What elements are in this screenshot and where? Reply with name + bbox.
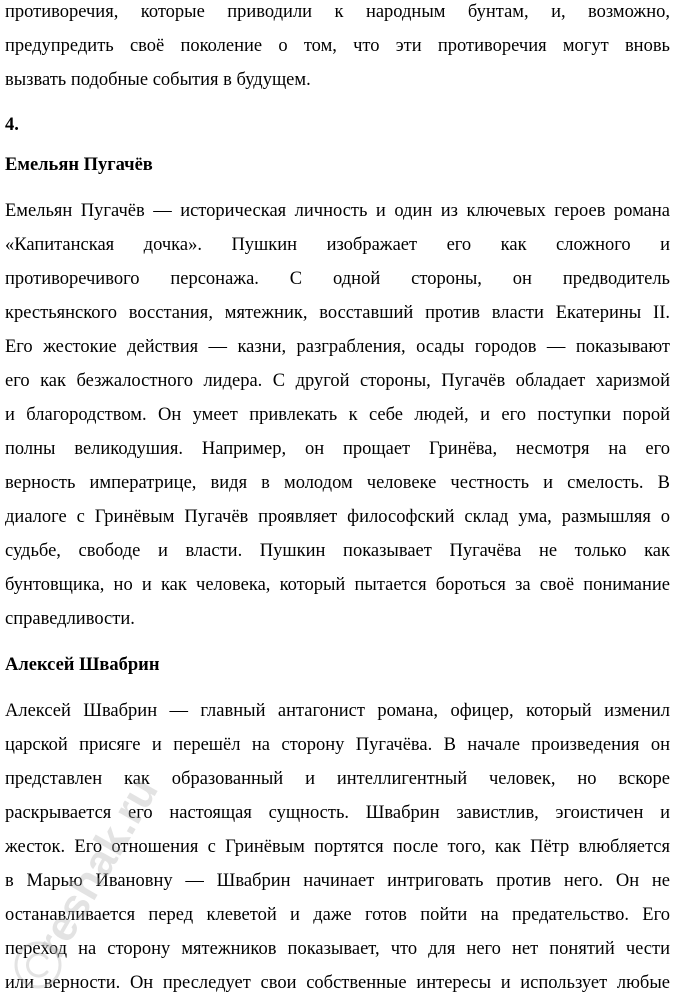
paragraph-line: верность императрице, видя в молодом человеке честность и смелость. В <box>5 473 670 493</box>
paragraph-line: Алексей Швабрин — главный антагонист романа, офицер, который изменил <box>5 701 670 721</box>
paragraph-line: раскрывается его настоящая сущность. Швабрин завистлив, эгоистичен и <box>5 803 670 823</box>
paragraph-line: представлен как образованный и интеллигентный человек, но вскоре <box>5 769 670 789</box>
intro-line: предупредить своё поколение о том, что эти противоречия могут вновь <box>5 36 670 56</box>
paragraph-line: или верности. Он преследует свои собственные интересы и использует любые <box>5 973 670 993</box>
paragraph-line: «Капитанская дочка». Пушкин изображает его как сложного и <box>5 235 670 255</box>
watermark-text: reshak.ru <box>26 768 168 965</box>
paragraph-line: его как безжалостного лидера. С другой стороны, Пугачёв обладает харизмой <box>5 371 670 391</box>
section-heading-shvabrin: Алексей Швабрин <box>5 655 160 675</box>
paragraph-line: и благородством. Он умеет привлекать к себе людей, и его поступки порой <box>5 405 670 425</box>
paragraph-line: крестьянского восстания, мятежник, восставший против власти Екатерины II. <box>5 303 670 323</box>
paragraph-line: царской присяге и перешёл на сторону Пугачёва. В начале произведения он <box>5 735 670 755</box>
paragraph-line: бунтовщика, но и как человека, который пытается бороться за своё понимание <box>5 575 670 595</box>
paragraph-line: Его жестокие действия — казни, разграбления, осады городов — показывают <box>5 337 670 357</box>
section-number: 4. <box>5 115 19 135</box>
paragraph-line: диалоге с Гринёвым Пугачёв проявляет философский склад ума, размышляя о <box>5 507 670 527</box>
paragraph-line: жесток. Его отношения с Гринёвым портятся после того, как Пётр влюбляется <box>5 837 670 857</box>
paragraph-line: справедливости. <box>5 609 135 629</box>
paragraph-line: полны великодушия. Например, он прощает Гринёва, несмотря на его <box>5 439 670 459</box>
paragraph-line: судьбе, свободе и власти. Пушкин показывает Пугачёва не только как <box>5 541 670 561</box>
paragraph-line: Емельян Пугачёв — историческая личность и один из ключевых героев романа <box>5 201 670 221</box>
paragraph-line: в Марью Ивановну — Швабрин начинает интриговать против него. Он не <box>5 871 670 891</box>
paragraph-line: останавливается перед клеветой и даже готов пойти на предательство. Его <box>5 905 670 925</box>
section-heading-pugachev: Емельян Пугачёв <box>5 155 153 175</box>
intro-line: вызвать подобные события в будущем. <box>5 70 311 90</box>
paragraph-line: противоречивого персонажа. С одной стороны, он предводитель <box>5 269 670 289</box>
paragraph-line: переход на сторону мятежников показывает, что для него нет понятий чести <box>5 939 670 959</box>
intro-line: противоречия, которые приводили к народным бунтам, и, возможно, <box>5 2 670 22</box>
